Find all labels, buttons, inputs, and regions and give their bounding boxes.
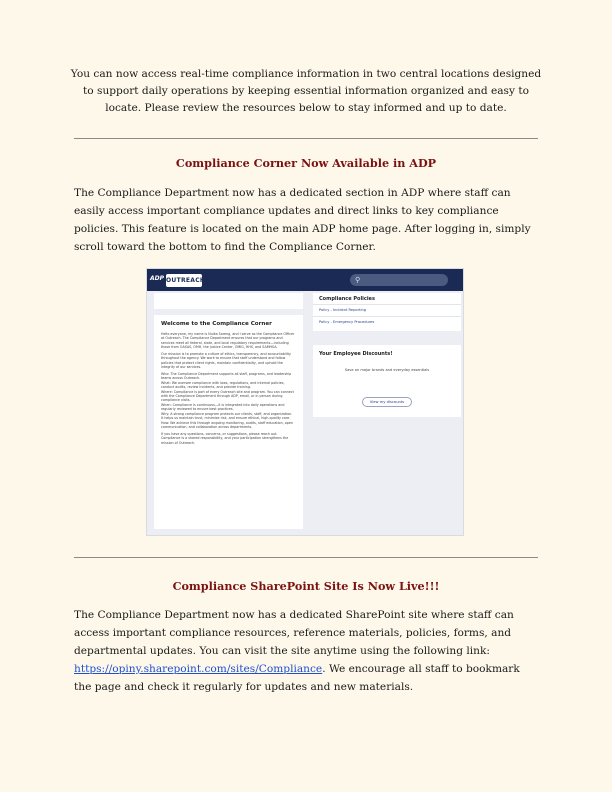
adp-compliance-corner-screenshot	[146, 268, 464, 536]
search-icon: ⚲	[355, 276, 361, 284]
compliance-policies-card	[313, 293, 461, 331]
section-body-adp: The Compliance Department now has a dedicated section in ADP where staff can easily access important compliance updates and direct links to key compliance policies. This feature is located on the main ADP home page. After logging in, simply scroll toward the bottom to find the Compliance Corner.	[74, 187, 531, 253]
policy-link-emergency-procedures[interactable]: Policy - Emergency Procedures	[319, 320, 375, 324]
section-heading-sharepoint: Compliance SharePoint Site Is Now Live!!!	[172, 579, 440, 593]
welcome-paragraph: Where: Compliance is part of every Outreach site and program. You can connect with the Compliance Department through ADP, email, or in person during compliance visits.	[161, 389, 294, 403]
sharepoint-body-text: The Compliance Department now has a dedicated SharePoint site where staff can access important compliance resources, reference materials, policies, forms, and departmental updates. You can visit the site anytime using the following link:	[74, 609, 514, 657]
welcome-paragraph: When: Compliance is continuous—it is integrated into daily operations and regularly reviewed to ensure best practices.	[161, 402, 285, 412]
welcome-body	[161, 332, 295, 447]
welcome-paragraph: Hello everyone, my name is Nulka Soreng, and I serve as the Compliance Officer at Outreach. The Compliance Department ensures that our programs and services meet all federal, state, and local regulatory requirements—including those from OASAS, OMH, the Justice Center, OMIG, HHS, and SAMHSA.	[161, 332, 295, 350]
welcome-paragraph: If you have any questions, concerns, or suggestions, please reach out. Compliance is a shared responsibility, and your participation strengthens the mission of Outreach.	[161, 431, 289, 445]
section-body-sharepoint	[74, 606, 540, 696]
divider	[313, 316, 461, 317]
section-heading-adp: Compliance Corner Now Available in ADP	[175, 156, 437, 170]
welcome-card	[154, 315, 303, 529]
adp-logo: ADP	[150, 275, 165, 282]
sharepoint-body-text-end: . We encourage all staff to bookmark the page and check it regularly for updates and new materials.	[74, 663, 520, 693]
blank-card	[154, 293, 303, 309]
search-input	[350, 274, 448, 286]
discounts-text: Save on major brands and everyday essentials	[344, 368, 430, 372]
welcome-paragraph: Who: The Compliance Department supports all staff, programs, and leadership teams across Outreach.	[161, 372, 292, 381]
view-discounts-button[interactable]: View my discounts	[362, 397, 412, 407]
sharepoint-link[interactable]: https://opiny.sharepoint.com/sites/Compliance	[74, 663, 323, 675]
outreach-logo: OUTREACH	[166, 274, 202, 287]
compliance-policies-title: Compliance Policies	[319, 296, 375, 302]
welcome-paragraph: Why: A strong compliance program protects our clients, staff, and organization. It helps us maintain trust, minimize risk, and ensure ethical, high-quality care.	[161, 411, 293, 421]
policy-link-incident-reporting[interactable]: Policy - Incident Reporting	[319, 308, 367, 312]
welcome-title: Welcome to the Compliance Corner	[161, 321, 272, 327]
employee-discounts-card	[313, 345, 461, 417]
divider	[313, 304, 461, 305]
adp-top-bar	[147, 269, 463, 291]
welcome-paragraph: Our mission is to promote a culture of ethics, transparency, and accountability throughout the agency. We work to ensure that staff understand and follow policies that protect client rights, maintain confidentiality, and uphold the integrity of our services.	[161, 352, 291, 370]
discounts-title: Your Employee Discounts!	[319, 351, 393, 357]
divider	[74, 138, 538, 139]
divider	[74, 557, 538, 558]
welcome-paragraph: How: We achieve this through ongoing monitoring, audits, staff education, open communication, and collaboration across departments.	[161, 420, 293, 429]
welcome-paragraph: What: We oversee compliance with laws, regulations, and internal policies, conduct audits, review incidents, and provide training.	[161, 380, 285, 390]
intro-paragraph: You can now access real-time compliance information in two central locations designed to support daily operations by keeping essential information organized and easy to locate. Please review the resources below to stay informed and up to date.	[70, 68, 542, 114]
